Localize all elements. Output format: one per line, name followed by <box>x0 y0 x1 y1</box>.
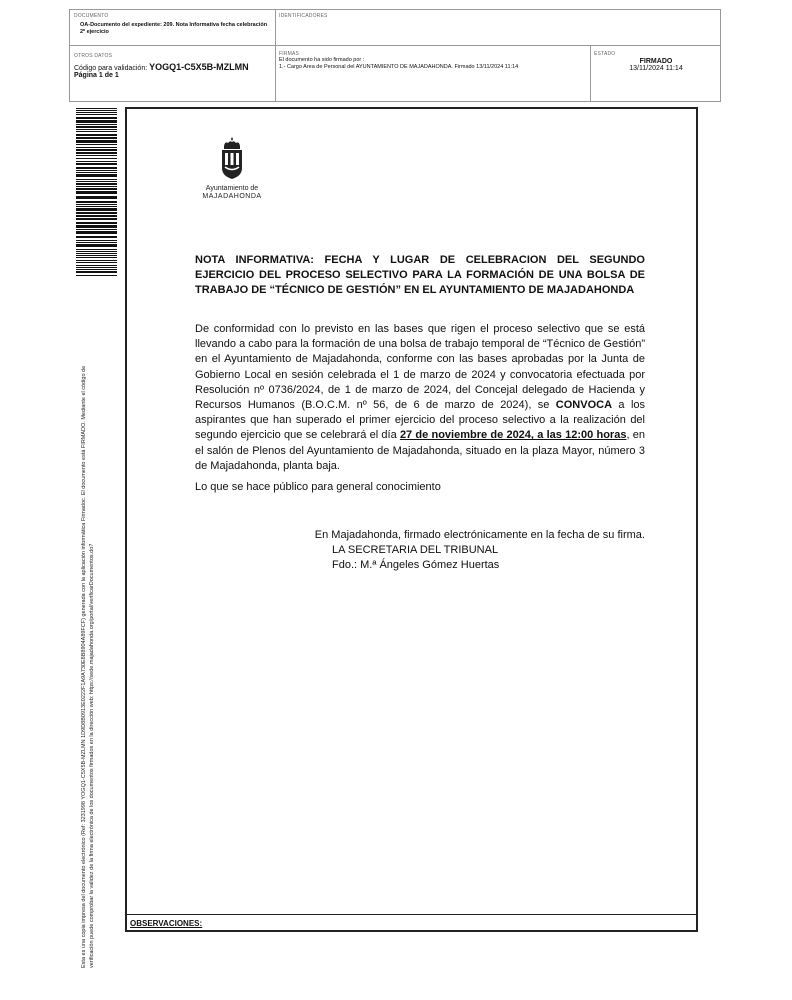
barcode-bar <box>76 206 117 207</box>
barcode-bar <box>76 137 117 139</box>
barcode-bar <box>76 134 117 136</box>
publico-line: Lo que se hace público para general conocimiento <box>195 481 441 493</box>
barcode-bar <box>76 144 117 145</box>
barcode-bar <box>76 152 117 154</box>
majadahonda-logo <box>202 136 262 201</box>
firmas-line-2: 1.- Cargo Area de Personal del AYUNTAMIENTO DE MAJADAHONDA. Firmado 13/11/2024 11:14 <box>279 64 519 70</box>
documento-value: OA-Documento del expediente: 209. Nota Informativa fecha celebración 2º ejercicio <box>80 22 268 35</box>
barcode-bar <box>76 112 117 113</box>
documento-label: DOCUMENTO <box>74 13 109 19</box>
barcode-bar <box>76 267 117 268</box>
signature-line-3: Fdo.: M.ª Ángeles Gómez Huertas <box>332 559 500 571</box>
barcode-bar <box>76 251 117 252</box>
barcode-bar <box>76 212 117 214</box>
barcode-bar <box>76 183 117 185</box>
barcode-bar <box>76 260 117 261</box>
barcode-bar <box>76 225 117 228</box>
barcode <box>76 108 117 276</box>
barcode-bar <box>76 186 117 187</box>
barcode-bar <box>76 229 117 230</box>
identificadores-label: IDENTIFICADORES <box>279 13 328 19</box>
estado-label: ESTADO <box>594 51 616 57</box>
barcode-bar <box>76 236 117 238</box>
barcode-bar <box>76 172 117 173</box>
barcode-bar <box>76 163 117 165</box>
barcode-bar <box>76 188 117 190</box>
barcode-bar <box>76 129 117 130</box>
barcode-bar <box>76 131 117 132</box>
barcode-bar <box>76 167 117 169</box>
body-part-2: a los aspirantes que han superado el primer ejercicio del proceso selectivo a la realización del segundo ejercicio que se celebrará el día <box>195 399 646 442</box>
barcode-bar <box>76 191 117 194</box>
body-fecha: 27 de noviembre de 2024, a las 12:00 horas <box>399 429 627 442</box>
barcode-bar <box>76 114 117 115</box>
barcode-bar <box>76 117 117 119</box>
barcode-bar <box>76 275 117 276</box>
validation-code <box>74 62 272 72</box>
validation-code-prefix: Código para validación: <box>74 65 148 72</box>
firmas-label: FIRMAS <box>279 51 300 57</box>
barcode-bar <box>76 265 117 266</box>
logo-line-1: Ayuntamiento de <box>205 185 259 192</box>
body-convoca: CONVOCA <box>555 399 613 412</box>
barcode-bar <box>76 196 117 199</box>
barcode-bar <box>76 201 117 203</box>
body-part-1: De conformidad con lo previsto en las bases que rigen el proceso selectivo que se está llevando a cabo para la formación de una bolsa de trabajo temporal de “Técnico de Gestión” en el Ayuntamiento de Majadahonda, conforme con las bases aprobadas por la Junta de Gobierno Local en sesión celebrada el 1 de marzo de 2024 y convocatoria efectuada por Resolución nº 0736/2024, de 1 de marzo de 2024, del Concejal delegado de Hacienda y Recursos Humanos (B.O.C.M. nº 56, de 6 de marzo de 2024), se <box>195 323 645 412</box>
observaciones-label: OBSERVACIONES: <box>130 919 203 928</box>
side-text-line-1: Esta es una copia impresa del documento electrónico (Ref: 3231998 YOGQ1-C5X5B-MZLMN 1D9D8B0913E0222F1A9A730E8B8904A89FCF) generada con la aplicación informática Firmadoc. El documento está FIRMADO. Mediante el código de <box>81 365 87 968</box>
document-header <box>69 9 721 102</box>
body-paragraph <box>195 322 645 474</box>
barcode-bar <box>76 120 117 123</box>
observaciones-divider <box>125 914 698 915</box>
coat-of-arms-icon <box>217 136 247 180</box>
estado-date: 13/11/2024 11:14 <box>629 65 683 72</box>
verification-side-text <box>80 298 96 968</box>
barcode-bar <box>76 244 117 247</box>
side-text-line-2: verificación puede comprobar la validez de la firma electrónica de los documentos firmados en la dirección web: https://sede.majadahonda.org/portal/verificarDocumentos.do? <box>89 543 95 968</box>
barcode-bar <box>76 215 117 217</box>
signature-block <box>195 528 645 573</box>
barcode-bar <box>76 170 117 171</box>
signature-line-1: En Majadahonda, firmado electrónicamente en la fecha de su firma. <box>314 529 645 541</box>
barcode-bar <box>76 240 117 241</box>
barcode-bar <box>76 208 117 211</box>
barcode-bar <box>76 222 117 224</box>
logo-line-2: MAJADAHONDA <box>202 193 262 200</box>
barcode-bar <box>76 126 117 128</box>
barcode-bar <box>76 257 117 258</box>
barcode-bar <box>76 147 117 148</box>
barcode-bar <box>76 231 117 234</box>
barcode-bar <box>76 140 117 143</box>
page-count: Página 1 de 1 <box>74 72 119 79</box>
firmas-line-1: El documento ha sido firmado por : <box>279 57 365 63</box>
barcode-bar <box>76 158 117 159</box>
validation-code-value: YOGQ1-C5X5B-MZLMN <box>149 62 249 72</box>
barcode-bar <box>76 110 117 111</box>
barcode-bar <box>76 218 117 220</box>
signature-line-2: LA SECRETARIA DEL TRIBUNAL <box>332 544 499 556</box>
document-frame <box>125 107 698 932</box>
estado-value: FIRMADO <box>639 58 673 65</box>
barcode-bar <box>76 253 117 254</box>
barcode-bar <box>76 161 117 162</box>
barcode-bar <box>76 249 117 250</box>
barcode-bar <box>76 255 117 256</box>
barcode-bar <box>76 155 117 156</box>
barcode-bar <box>76 204 117 205</box>
barcode-bar <box>76 124 117 125</box>
barcode-bar <box>76 181 117 182</box>
barcode-bar <box>76 269 117 270</box>
barcode-bar <box>76 174 117 177</box>
body-part-3: , en el salón de Plenos del Ayuntamiento de Majadahonda, situado en la plaza Mayor, número 3 de Majadahonda, planta baja. <box>195 429 645 472</box>
barcode-bar <box>76 242 117 243</box>
otros-datos-label: OTROS DATOS <box>74 53 113 59</box>
barcode-bar <box>76 179 117 180</box>
barcode-bar <box>76 149 117 151</box>
barcode-bar <box>76 271 117 273</box>
barcode-bar <box>76 262 117 263</box>
barcode-bar <box>76 108 117 109</box>
document-title: NOTA INFORMATIVA: FECHA Y LUGAR DE CELEBRACION DEL SEGUNDO EJERCICIO DEL PROCESO SELECTIVO PARA LA FORMACIÓN DE UNA BOLSA DE TRABAJO DE “TÉCNICO DE GESTIÓN” EN EL AYUNTAMIENTO DE MAJADAHONDA <box>195 254 645 296</box>
